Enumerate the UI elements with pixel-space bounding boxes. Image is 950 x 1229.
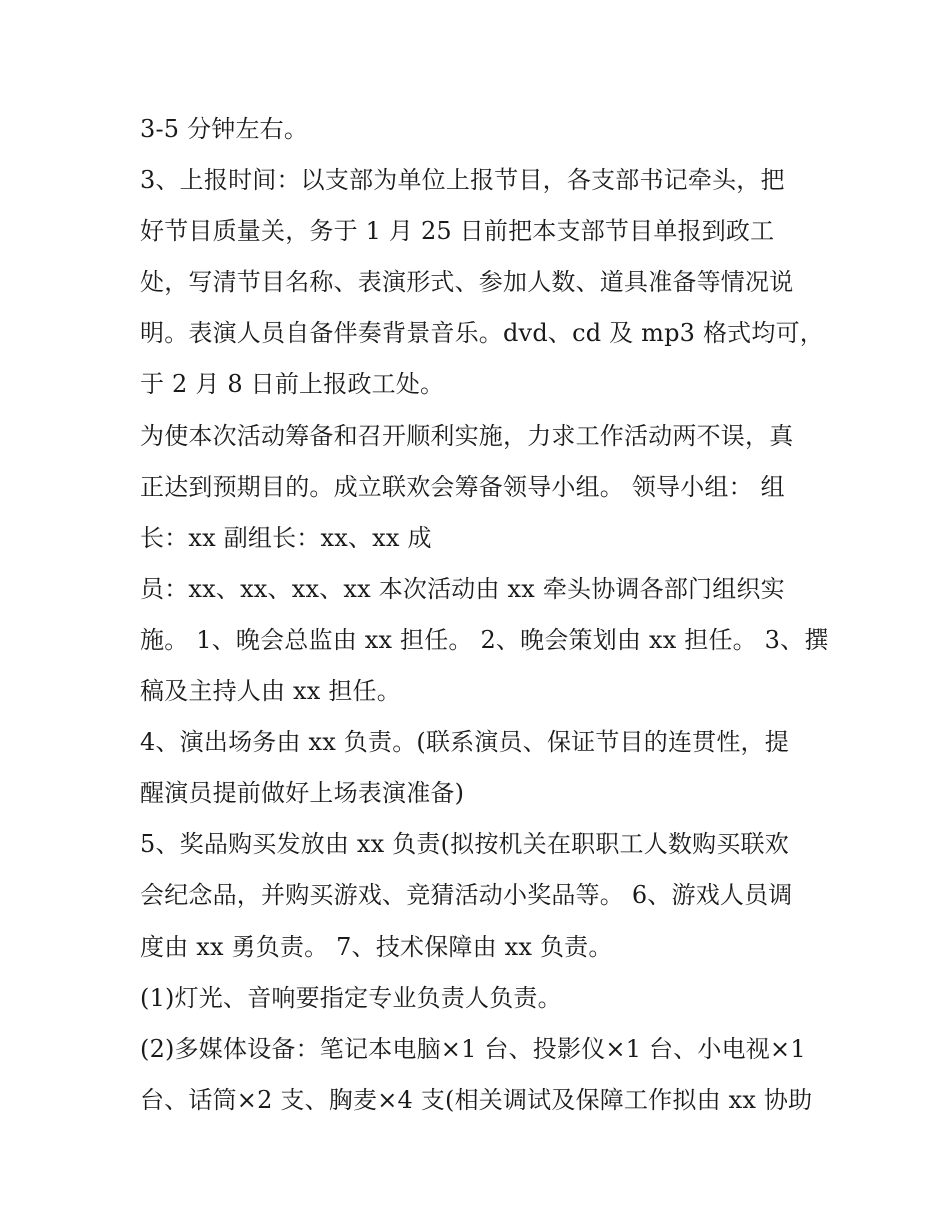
text-line: 正达到预期目的。成立联欢会筹备领导小组。 领导小组： 组 xyxy=(140,472,785,501)
text-line: 员：xx、xx、xx、xx 本次活动由 xx 牵头协调各部门组织实 xyxy=(140,574,785,603)
text-line: 好节目质量关，务于 1 月 25 日前把本支部节目单报到政工 xyxy=(140,217,775,246)
text-line: 施。 1、晚会总监由 xx 担任。 2、晚会策划由 xx 担任。 3、撰 xyxy=(140,625,829,654)
text-line: 3、上报时间：以支部为单位上报节目，各支部书记牵头，把 xyxy=(140,166,785,195)
document-body xyxy=(140,104,830,1126)
text-line: 明。表演人员自备伴奏背景音乐。dvd、cd 及 mp3 格式均可， xyxy=(140,319,824,348)
text-line: 5、奖品购买发放由 xx 负责(拟按机关在职职工人数购买联欢 xyxy=(140,830,789,859)
text-line: 长：xx 副组长：xx、xx 成 xyxy=(140,523,432,552)
text-line: 为使本次活动筹备和召开顺利实施，力求工作活动两不误，真 xyxy=(140,421,794,450)
text-line: 3-5 分钟左右。 xyxy=(140,115,309,143)
text-line: 于 2 月 8 日前上报政工处。 xyxy=(140,370,445,399)
text-line: 会纪念品，并购买游戏、竞猜活动小奖品等。 6、游戏人员调 xyxy=(140,881,793,910)
text-line: 度由 xx 勇负责。 7、技术保障由 xx 负责。 xyxy=(140,932,613,961)
text-line: 处，写清节目名称、表演形式、参加人数、道具准备等情况说 xyxy=(140,268,794,297)
text-line: 4、演出场务由 xx 负责。(联系演员、保证节目的连贯性，提 xyxy=(140,728,789,757)
text-line: (1)灯光、音响要指定专业负责人负责。 xyxy=(140,983,562,1012)
text-line: (2)多媒体设备：笔记本电脑×1 台、投影仪×1 台、小电视×1 xyxy=(140,1034,806,1063)
text-line: 稿及主持人由 xx 担任。 xyxy=(140,677,401,706)
text-line: 台、话筒×2 支、胸麦×4 支(相关调试及保障工作拟由 xx 协助 xyxy=(140,1085,813,1114)
text-line: 醒演员提前做好上场表演准备) xyxy=(140,779,465,808)
